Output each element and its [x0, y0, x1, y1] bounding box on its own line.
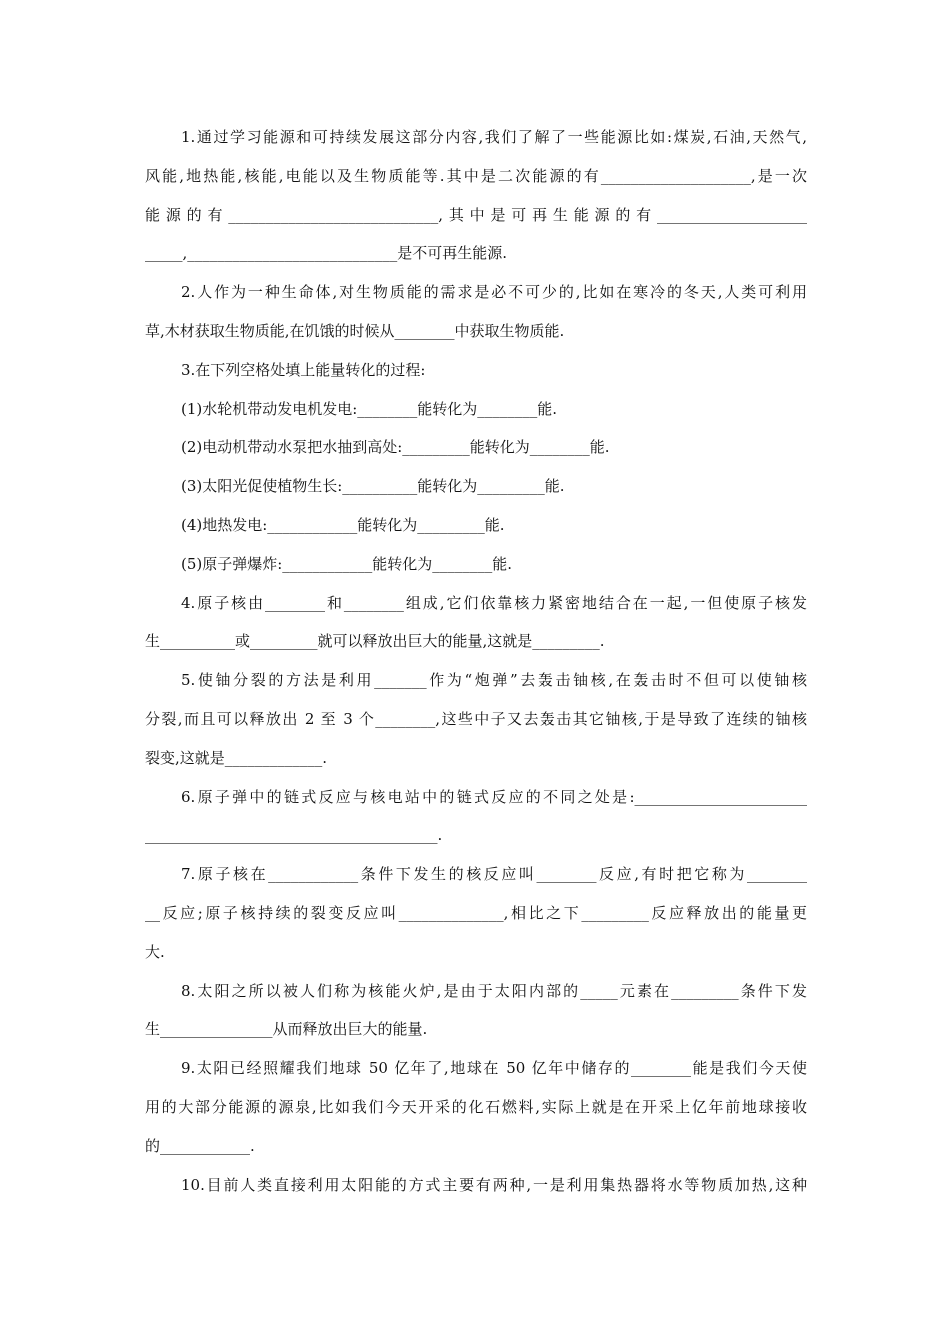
q6-line-2: _______________________________________. — [145, 826, 443, 845]
q3-item-2: (2)电动机带动水泵把水抽到高处:_________能转化为________能. — [181, 438, 610, 457]
q5-line-1: 5.使铀分裂的方法是利用_______作为“炮弹”去轰击铀核,在轰击时不但可以使铀核 — [181, 671, 807, 690]
q4-line-1: 4.原子核由________和________组成,它们依靠核力紧密地结合在一起,一但使原子核发 — [181, 593, 807, 612]
q9-line-3: 的____________. — [145, 1136, 255, 1155]
q7-line-3: 大. — [145, 942, 165, 961]
q3-item-1: (1)水轮机带动发电机发电:________能转化为________能. — [181, 399, 558, 418]
document-page — [145, 118, 807, 1204]
q4-line-2: 生__________或_________就可以释放出巨大的能量,这就是_________. — [145, 632, 605, 651]
q8-line-1: 8.太阳之所以被人们称为核能火炉,是由于太阳内部的_____元素在_________条件下发 — [181, 981, 807, 1000]
q7-line-2: __反应;原子核持续的裂变反应叫______________,相比之下_________反应释放出的能量更 — [145, 903, 807, 922]
q9-line-2: 用的大部分能源的源泉,比如我们今天开采的化石燃料,实际上就是在开采上亿年前地球接收 — [145, 1097, 807, 1116]
q2-line-1: 2.人作为一种生命体,对生物质能的需求是必不可少的,比如在寒冷的冬天,人类可利用 — [181, 283, 807, 302]
q3-heading: 3.在下列空格处填上能量转化的过程: — [181, 360, 426, 379]
q6-line-1: 6.原子弹中的链式反应与核电站中的链式反应的不同之处是:_______________________ — [181, 787, 807, 806]
q1-line-1: 1.通过学习能源和可持续发展这部分内容,我们了解了一些能源比如:煤炭,石油,天然气, — [181, 128, 807, 146]
q3-item-5: (5)原子弹爆炸:____________能转化为________能. — [181, 554, 513, 573]
q1-line-2: 风能,地热能,核能,电能以及生物质能等.其中是二次能源的有____________________,是一次 — [145, 166, 807, 185]
q3-item-4: (4)地热发电:____________能转化为_________能. — [181, 515, 505, 534]
q10-line-1: 10.目前人类直接利用太阳能的方式主要有两种,一是利用集热器将水等物质加热,这种 — [181, 1175, 807, 1194]
q5-line-3: 裂变,这就是_____________. — [145, 748, 328, 767]
q7-line-1: 7.原子核在____________条件下发生的核反应叫________反应,有时把它称为________ — [181, 865, 807, 884]
q9-line-1: 9.太阳已经照耀我们地球 50 亿年了,地球在 50 亿年中储存的________能是我们今天使 — [181, 1059, 807, 1078]
q3-item-3: (3)太阳光促使植物生长:__________能转化为_________能. — [181, 477, 565, 496]
q8-line-2: 生_______________从而释放出巨大的能量. — [145, 1020, 428, 1039]
q1-line-4: _____,____________________________是不可再生能源. — [145, 244, 508, 263]
q5-line-2: 分裂,而且可以释放出 2 至 3 个________,这些中子又去轰击其它铀核,于是导致了连续的铀核 — [145, 709, 807, 728]
q2-line-2: 草,木材获取生物质能,在饥饿的时候从________中获取生物质能. — [145, 321, 565, 340]
q1-line-3: 能源的有____________________________,其中是可再生能源的有____________________ — [145, 205, 807, 224]
